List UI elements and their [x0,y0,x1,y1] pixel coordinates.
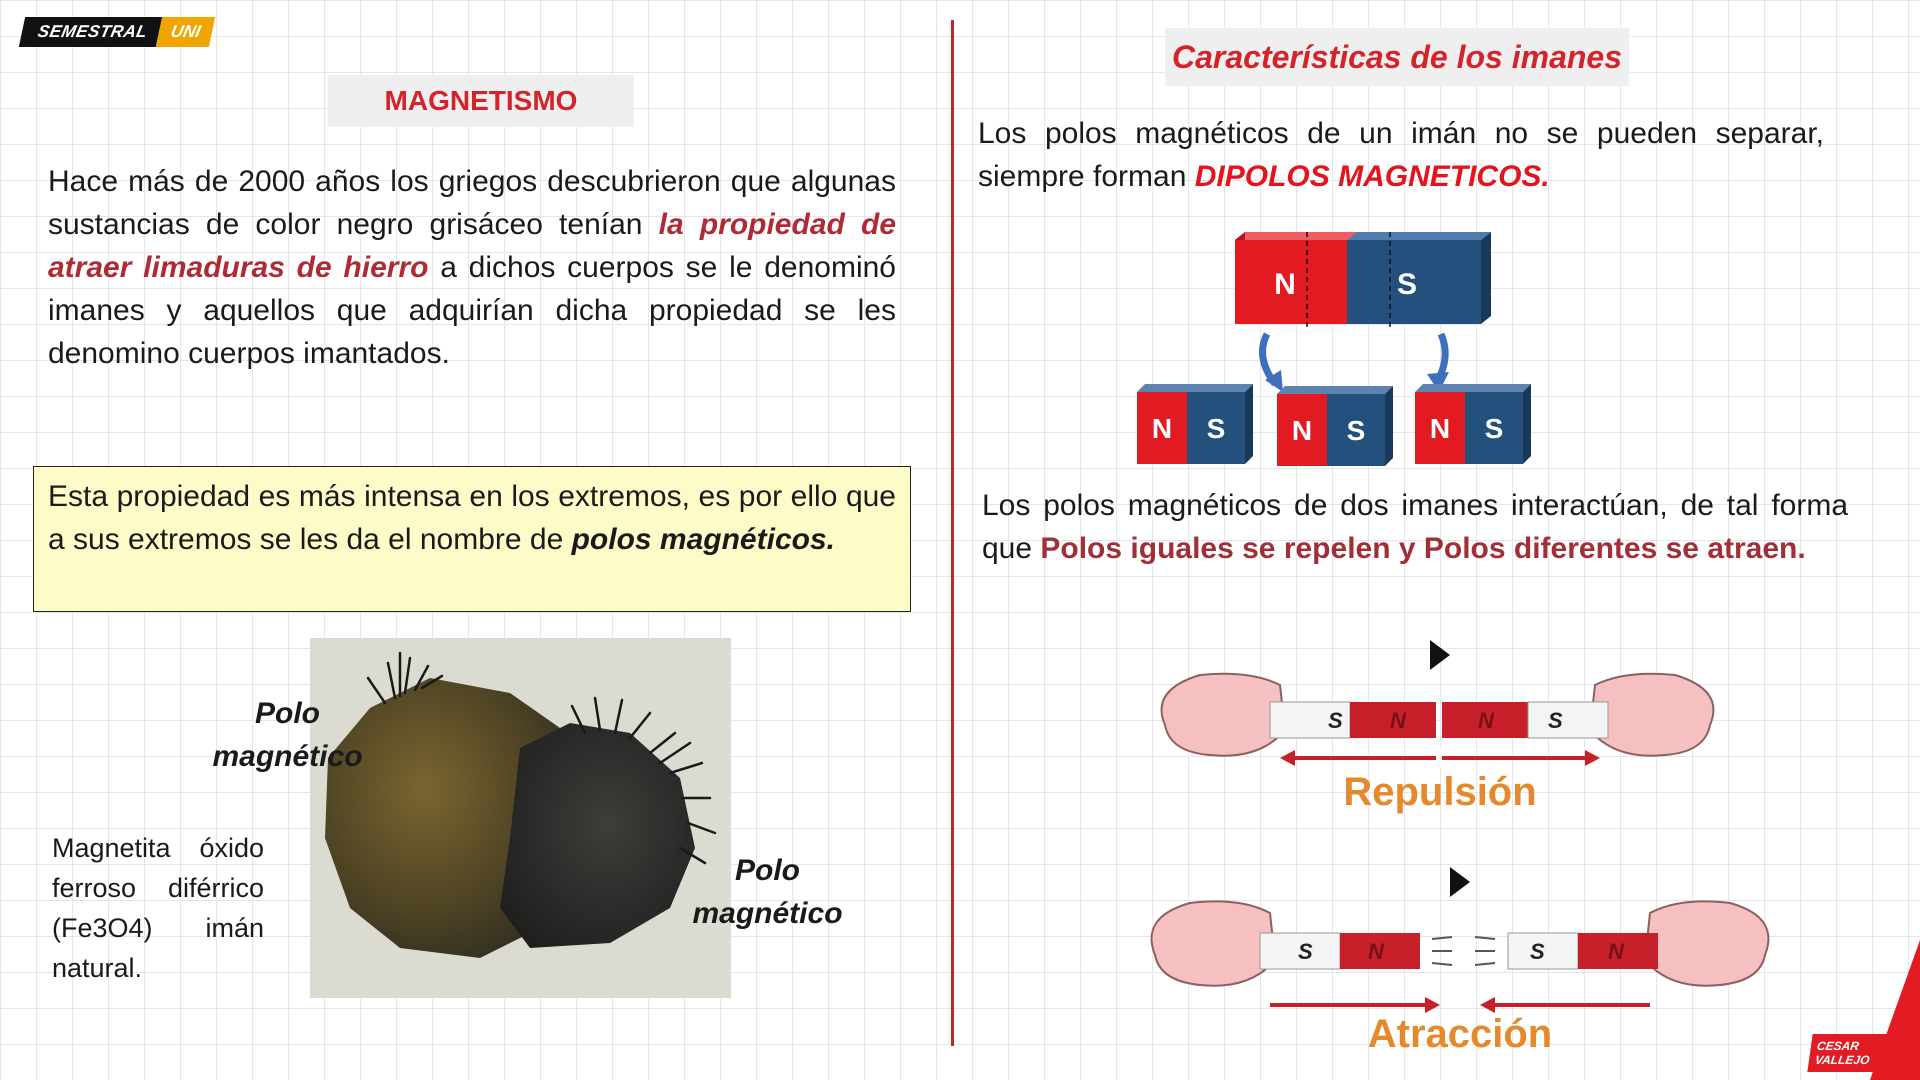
left-hand-icon-2 [1152,901,1275,985]
attraction-illustration [1130,855,1790,1055]
pole-label-right: Polo magnético [692,854,843,930]
attract-n-left: N [1368,939,1384,964]
note-text: Esta propiedad es más intensa en los extremos, es por ello que a sus extremos se les da el nombre de [48,480,896,556]
note-highlight: polos magnéticos. [571,523,835,556]
repel-arrow-left-icon [1280,750,1295,766]
small2-south-label: S [1346,415,1366,446]
attract-arrow-left-icon [1480,997,1495,1013]
small1-north-label: N [1151,413,1173,444]
interaction-highlight: Polos iguales se repelen y Polos diferentes se atraen. [1040,532,1806,565]
intro-paragraph [48,160,896,375]
large-magnet [1235,232,1491,330]
attract-arrow-right-icon [1425,997,1440,1013]
brand-uni: UNI [156,17,216,47]
intro-text-1: Hace más de 2000 años los griegos descubrieron que algunas sustancias de color negro grisáceo tenían [48,165,896,241]
small3-north-label: N [1429,413,1451,444]
repulsion-illustration [1110,630,1770,825]
small-magnet-2 [1277,386,1393,466]
interaction-paragraph [982,484,1848,570]
small3-south-label: S [1484,413,1504,444]
cesar-vallejo-logo [1807,1034,1892,1072]
large-south-label: S [1396,268,1418,301]
right-hand-icon [1590,674,1713,756]
dipole-paragraph [978,112,1824,198]
attract-s-right: S [1530,939,1545,964]
play-marker-icon [1430,640,1450,670]
note-paragraph [48,475,896,561]
intro-text-2: a dichos cuerpos se le denominó imanes y aquellos que adquirían dicha propiedad se les denomino cuerpos imantados. [48,251,896,370]
small-magnet-3 [1415,384,1531,464]
magnetite-caption: Magnetita óxido ferroso diférrico (Fe3O4) imán natural. [52,833,264,983]
repulsion-label: Repulsión [1343,770,1537,814]
repel-s-left: S [1328,708,1343,733]
right-hand-icon-2 [1645,901,1768,985]
dipole-text: Los polos magnéticos de un imán no se pueden separar, siempre forman [978,117,1824,193]
logo-line-2: VALLEJO [1814,1053,1871,1067]
repel-n-right: N [1478,708,1494,733]
column-divider [951,20,954,1046]
right-title: Características de los imanes [1165,28,1629,86]
attraction-label: Atracción [1367,1012,1553,1055]
small-magnet-1 [1137,384,1253,464]
intro-highlight: la propiedad de atraer limaduras de hierro [48,208,896,284]
attract-s-left: S [1298,939,1313,964]
left-hand-icon [1162,674,1285,756]
dipole-highlight: DIPOLOS MAGNETICOS. [1194,160,1550,193]
pole-label-left: Polo magnético [212,697,363,773]
left-title: MAGNETISMO [328,75,634,127]
brand-badge [22,17,213,47]
attract-n-right: N [1608,939,1624,964]
repel-arrow-right-icon [1585,750,1600,766]
magnet-split-diagram [1125,222,1555,472]
small2-north-label: N [1291,415,1313,446]
repel-s-right: S [1548,708,1563,733]
large-north-label: N [1274,268,1296,301]
repel-n-left: N [1390,708,1406,733]
interaction-text: Los polos magnéticos de dos imanes interactúan, de tal forma que [982,489,1848,565]
small1-south-label: S [1206,413,1226,444]
brand-semestral: SEMESTRAL [19,17,163,47]
play-marker-icon-2 [1450,867,1470,897]
logo-line-1: CESAR [1816,1039,1860,1053]
